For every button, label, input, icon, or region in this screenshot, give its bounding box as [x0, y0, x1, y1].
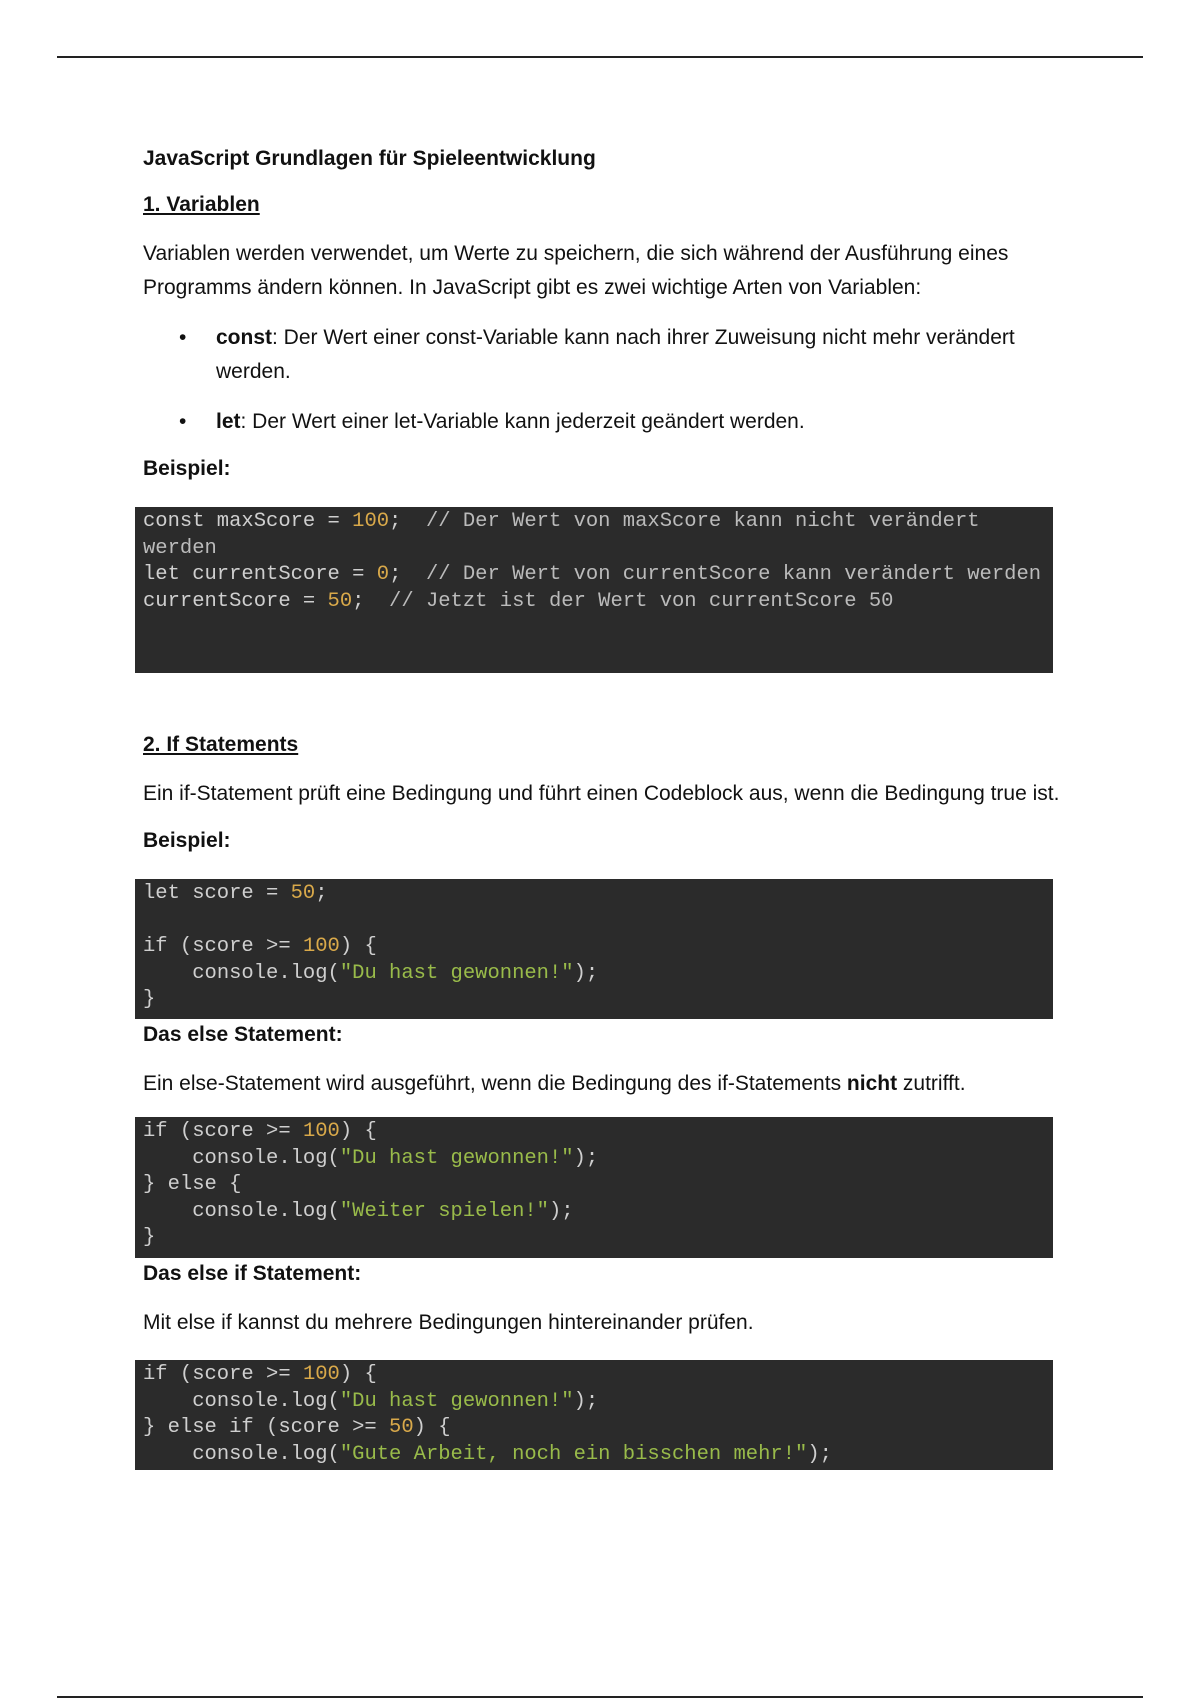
- code-text: console.log(: [143, 1389, 340, 1413]
- code-number: 50: [290, 882, 316, 905]
- else-label: Das else Statement:: [143, 1023, 343, 1046]
- code-text: );: [573, 961, 599, 985]
- code-string: "Du hast gewonnen!": [339, 961, 574, 985]
- code-text: ;: [352, 589, 390, 613]
- example-label: Beispiel:: [143, 829, 231, 852]
- else-intro-text: Ein else-Statement wird ausgeführt, wenn die Bedingung des if-Statements: [143, 1072, 847, 1095]
- code-text: currentScore =: [143, 589, 328, 613]
- code-block-if: [135, 879, 1053, 1019]
- code-text: if (score >=: [143, 1363, 303, 1386]
- if-intro: Ein if-Statement prüft eine Bedingung und führt einen Codeblock aus, wenn die Bedingung true ist.: [143, 782, 1060, 805]
- code-string: "Du hast gewonnen!": [339, 1146, 574, 1170]
- code-text: );: [807, 1442, 832, 1466]
- else-intro: [143, 1067, 1063, 1101]
- code-text: );: [573, 1146, 599, 1170]
- list-item-text: : Der Wert einer const-Variable kann nach ihrer Zuweisung nicht mehr verändert werden.: [216, 326, 1015, 383]
- bullet-icon: •: [179, 410, 187, 433]
- code-text: ) {: [339, 935, 377, 958]
- code-number: 100: [352, 510, 390, 533]
- code-text: ) {: [413, 1416, 451, 1439]
- section-heading-if-statements: 2. If Statements: [143, 733, 299, 756]
- code-text: const maxScore =: [143, 510, 353, 533]
- code-text: let currentScore =: [143, 563, 377, 586]
- code-block-variables: [135, 507, 1053, 673]
- bottom-rule: [57, 1696, 1143, 1698]
- list-item-text: : Der Wert einer let-Variable kann jederzeit geändert werden.: [240, 410, 805, 433]
- code-string: "Du hast gewonnen!": [339, 1389, 574, 1413]
- code-text: ;: [315, 882, 328, 905]
- top-rule: [57, 56, 1143, 58]
- code-text: let score =: [143, 882, 291, 905]
- code-comment: // Der Wert von maxScore kann nicht verändert werden: [143, 510, 992, 560]
- document-body: [143, 145, 1063, 1470]
- code-text: ;: [389, 563, 426, 586]
- code-number: 50: [389, 1416, 414, 1439]
- code-block-else-if: [135, 1360, 1053, 1470]
- list-item-term: let: [216, 410, 241, 433]
- section-heading-variablen: 1. Variablen: [143, 193, 260, 216]
- code-text: console.log(: [143, 1199, 340, 1223]
- variablen-intro: Variablen werden verwendet, um Werte zu speichern, die sich während der Ausführung eines Programms ändern können. In JavaScript gibt es zwei wichtige Arten von Variablen:: [143, 242, 1009, 299]
- code-text: console.log(: [143, 961, 340, 985]
- list-item: [143, 405, 1063, 439]
- list-item-term: const: [216, 326, 273, 349]
- code-text: }: [143, 1226, 156, 1249]
- code-text: );: [548, 1199, 574, 1223]
- code-text: } else {: [143, 1173, 242, 1196]
- code-block-else: [135, 1117, 1053, 1258]
- code-string: "Weiter spielen!": [339, 1199, 549, 1223]
- else-if-intro: Mit else if kannst du mehrere Bedingungen hintereinander prüfen.: [143, 1311, 754, 1334]
- code-number: 50: [327, 589, 353, 613]
- code-number: 100: [302, 935, 340, 958]
- code-text: } else if (score >=: [143, 1416, 390, 1439]
- code-string: "Gute Arbeit, noch ein bisschen mehr!": [339, 1442, 808, 1466]
- list-item: [143, 321, 1063, 389]
- code-text: if (score >=: [143, 1120, 303, 1143]
- code-text: }: [143, 988, 156, 1011]
- code-number: 0: [376, 563, 390, 586]
- else-intro-emphasis: nicht: [846, 1072, 898, 1095]
- code-text: ) {: [339, 1120, 377, 1143]
- code-number: 100: [302, 1363, 340, 1386]
- else-if-label: Das else if Statement:: [143, 1262, 362, 1285]
- code-text: if (score >=: [143, 935, 303, 958]
- code-comment: // Der Wert von currentScore kann verändert werden: [425, 563, 1042, 586]
- document-title: JavaScript Grundlagen für Spieleentwicklung: [143, 147, 596, 170]
- code-text: console.log(: [143, 1442, 340, 1466]
- code-number: 100: [302, 1120, 340, 1143]
- code-text: );: [573, 1389, 599, 1413]
- code-text: ) {: [339, 1363, 377, 1386]
- bullet-icon: •: [179, 326, 187, 349]
- code-comment: // Jetzt ist der Wert von currentScore 50: [389, 589, 894, 613]
- else-intro-text: zutrifft.: [897, 1072, 966, 1095]
- code-text: ;: [389, 510, 426, 533]
- variable-types-list: [143, 321, 1063, 439]
- example-label: Beispiel:: [143, 457, 231, 480]
- code-text: console.log(: [143, 1146, 340, 1170]
